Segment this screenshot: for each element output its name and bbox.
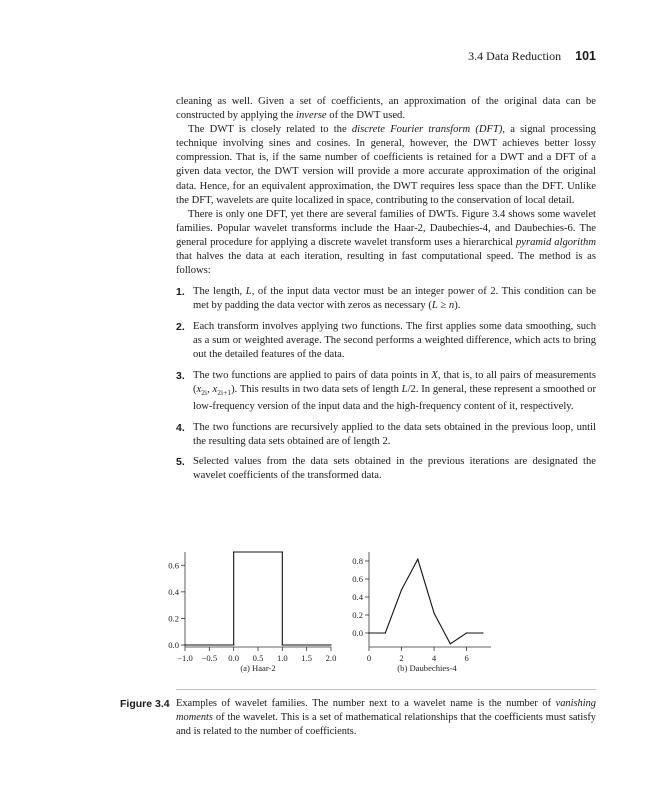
caption-label: Figure 3.4	[120, 698, 170, 710]
italic-term: discrete Fourier transform (DFT)	[351, 124, 503, 136]
subplot-title: (a) Haar-2	[240, 663, 276, 673]
wavelet-data-point	[330, 644, 331, 645]
wavelet-data-point	[450, 643, 451, 644]
wavelet-data-point	[282, 551, 283, 552]
caption-text: Examples of wavelet families. The number next to a wavelet name is the number of vanishing moments of the wavelet. This is a set of mathematical relationships that the coefficients must satisfy and is related to the number of coefficients.	[176, 698, 596, 737]
step-item	[176, 285, 596, 313]
wavelet-series-line	[369, 559, 483, 644]
wavelet-figure	[160, 545, 520, 680]
step-number: 5.	[176, 456, 185, 469]
wavelet-data-point	[401, 589, 402, 590]
step-number: 3.	[176, 369, 185, 382]
x-tick-label: 2	[399, 653, 404, 663]
x-tick-label: 0.0	[228, 653, 240, 663]
italic-term: X	[431, 369, 438, 381]
wavelet-data-point	[233, 551, 234, 552]
body-text	[176, 95, 596, 490]
step-number: 1.	[176, 286, 185, 299]
step-item	[176, 369, 596, 414]
paragraph: There is only one DFT, yet there are several families of DWTs. Figure 3.4 shows some wavelet families. Popular wavelet transforms include the Haar-2, Daubechies-4, and Daubechies-6. The general procedure for applying a discrete wavelet transform uses a hierarchical pyramid algorithm that halves the data at each iteration, resulting in fast computational speed. The method is as follows:	[176, 208, 597, 277]
caption-divider	[176, 689, 596, 690]
italic-term: x	[212, 383, 218, 395]
italic-term: n	[448, 300, 455, 312]
italic-term: x	[196, 383, 202, 395]
x-tick-label: 2.0	[325, 653, 337, 663]
method-steps	[176, 285, 596, 483]
wavelet-plots	[160, 545, 520, 680]
y-tick-label: 0.4	[352, 592, 363, 602]
running-head	[468, 49, 596, 64]
section-title: 3.4 Data Reduction	[468, 49, 562, 63]
step-number: 4.	[176, 421, 185, 434]
y-tick-label: 0.0	[352, 628, 363, 638]
wavelet-data-point	[385, 632, 386, 633]
italic-term: inverse	[296, 110, 327, 122]
x-tick-label: 1.0	[276, 653, 288, 663]
page-number: 101	[575, 49, 596, 63]
wavelet-data-point	[184, 644, 185, 645]
wavelet-data-point	[433, 613, 434, 614]
x-tick-label: −1.0	[177, 653, 193, 663]
wavelet-data-point	[417, 559, 418, 560]
paragraph: The DWT is closely related to the discrete Fourier transform (DFT), a signal processing technique involving sines and cosines. In general, however, the DWT achieves better lossy compression. That is, if the same number of coefficients is retained for a DWT and a DFT of a given data vector, the DWT version will provide a more accurate approximation of the original data. Hence, for an equivalent approximation, the DWT requires less space than the DFT. Unlike the DFT, wavelets are quite localized in space, contributing to the conservation of local detail.	[176, 124, 596, 206]
subscript: 2i+1	[217, 387, 232, 397]
paragraph: cleaning as well. Given a set of coefficients, an approximation of the original data can be constructed by applying the inverse of the DWT used.	[176, 96, 596, 122]
wavelet-data-point	[368, 632, 369, 633]
x-tick-label: 6	[464, 653, 469, 663]
x-tick-label: 0	[366, 653, 372, 663]
x-tick-label: −0.5	[201, 653, 218, 663]
y-tick-label: 0.0	[168, 640, 179, 650]
step-item	[176, 421, 596, 449]
subscript: 2i	[201, 387, 208, 397]
wavelet-data-point	[482, 632, 483, 633]
step-item	[176, 320, 596, 362]
y-tick-label: 0.6	[352, 574, 363, 584]
x-tick-label: 4	[431, 653, 437, 663]
italic-term: L	[401, 383, 408, 395]
step-text: The two functions are applied to pairs of data points in X, that is, to all pairs of measurements ($x_{2i}$, $x_{2i+1}$). This results in two data sets of length L/2. In general, these represent a smoothed or low-frequency version of the input data and the high-frequency content of it, respectively.	[193, 369, 596, 412]
italic-term: L	[245, 286, 252, 298]
wavelet-series-line	[185, 552, 331, 645]
step-text: The length, L, of the input data vector must be an integer power of 2. This condition can be met by padding the data vector with zeros as necessary (L ≥ n).	[193, 286, 596, 312]
subplot-title: (b) Daubechies-4	[397, 663, 457, 673]
x-tick-label: 0.5	[252, 653, 264, 663]
x-tick-label: 1.5	[301, 653, 313, 663]
y-tick-label: 0.8	[352, 556, 363, 566]
wavelet-data-point	[282, 644, 283, 645]
wavelet-data-point	[233, 644, 234, 645]
y-tick-label: 0.6	[168, 560, 179, 571]
step-text: Each transform involves applying two functions. The first applies some data smoothing, such as a sum or weighted average. The second performs a weighted difference, which acts to bring out the detailed features of the data.	[193, 320, 596, 361]
italic-term: vanishing moments	[176, 698, 596, 723]
wavelet-data-point	[466, 632, 467, 633]
step-number: 2.	[176, 320, 185, 333]
step-item	[176, 455, 596, 483]
y-tick-label: 0.4	[168, 586, 179, 597]
step-text: Selected values from the data sets obtained in the previous iterations are designated the wavelet coefficients of the transformed data.	[193, 456, 596, 482]
y-tick-label: 0.2	[168, 613, 179, 624]
italic-term: L	[431, 300, 438, 312]
italic-term: pyramid algorithm	[515, 236, 597, 248]
y-tick-label: 0.2	[352, 610, 363, 620]
figure-caption	[120, 697, 596, 739]
step-text: The two functions are recursively applied to the data sets obtained in the previous loop, until the resulting data sets obtained are of length 2.	[193, 421, 596, 447]
